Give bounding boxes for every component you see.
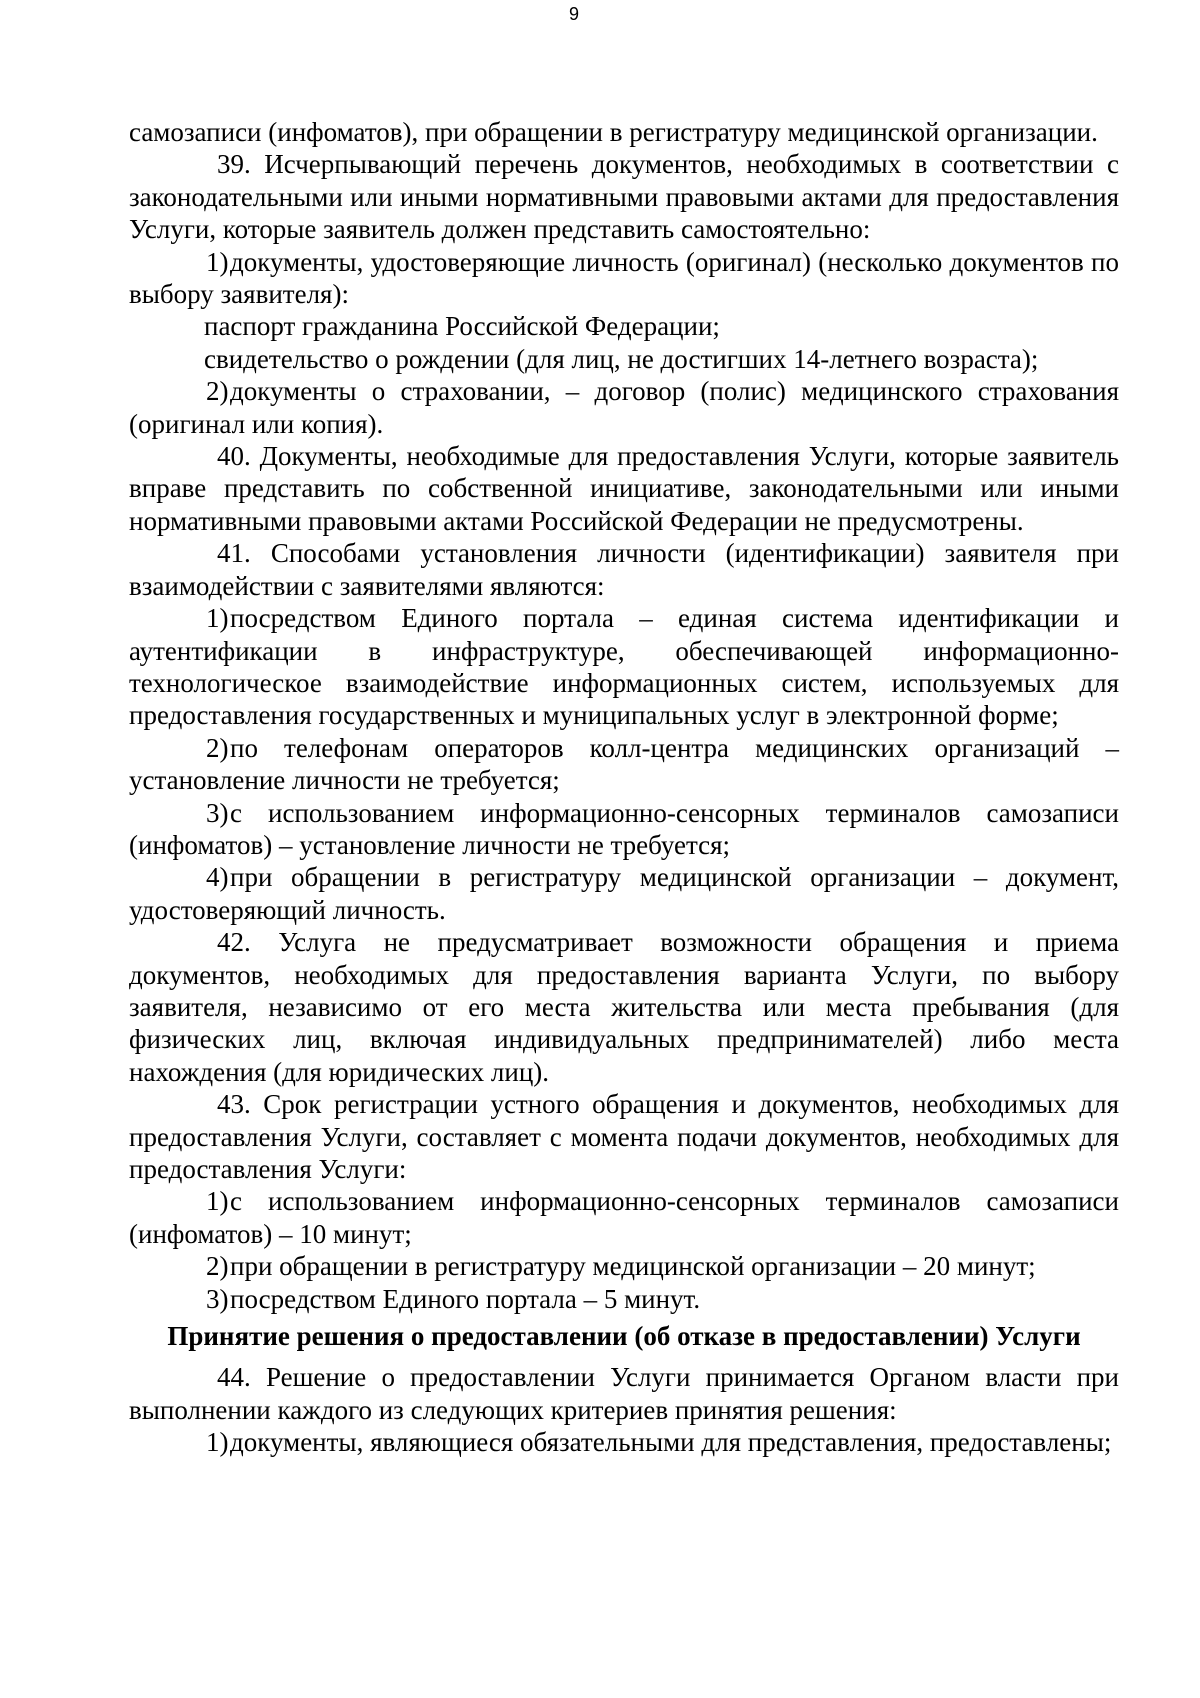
item-number: 3) (206, 797, 229, 828)
clause-39-item-1 (129, 246, 1119, 311)
item-number: 2) (206, 732, 229, 763)
clause-41-item-3 (129, 797, 1119, 862)
item-text: при обращении в регистратуру медицинской организации – 20 минут; (230, 1251, 1036, 1282)
item-text: документы, удостоверяющие личность (оригинал) (несколько документов по выбору заявителя): (129, 246, 1119, 310)
clause-44: 44. Решение о предоставлении Услуги принимается Органом власти при выполнении каждого из следующих критериев принятия решения: (129, 1362, 1119, 1425)
clause-43-item-1 (129, 1185, 1119, 1250)
item-number: 1) (206, 246, 229, 277)
item-number: 3) (206, 1283, 229, 1314)
paragraph-continuation: самозаписи (инфоматов), при обращении в регистратуру медицинской организации. (129, 117, 1098, 147)
item-text: с использованием информационно-сенсорных терминалов самозаписи (инфоматов) – установление личности не требуется; (129, 797, 1119, 860)
item-text: посредством Единого портала – единая система идентификации и аутентификации в инфраструктуре, обеспечивающей информационно-технологическое взаимодействие информационных систем, используемых для предоставления государственных и муниципальных услуг в электронной форме; (129, 603, 1119, 731)
page-number: 9 (568, 4, 579, 24)
clause-41: 41. Способами установления личности (идентификации) заявителя при взаимодействии с заявителями являются: (129, 538, 1119, 601)
item-text: документы о страховании, – договор (полис) медицинского страхования (оригинал или копия). (129, 376, 1119, 439)
item-text: документы, являющиеся обязательными для представления, предоставлены; (230, 1427, 1112, 1458)
clause-40: 40. Документы, необходимые для предоставления Услуги, которые заявитель вправе представить по собственной инициативе, законодательными или иными нормативными правовыми актами Российской Федерации не предусмотрены. (129, 441, 1119, 536)
document-body (129, 116, 1119, 1459)
item-number: 4) (206, 862, 229, 893)
clause-41-item-1 (129, 602, 1119, 732)
clause-41-item-2 (129, 732, 1119, 797)
clause-43-item-3 (129, 1283, 1119, 1315)
clause-39: 39. Исчерпывающий перечень документов, необходимых в соответствии с законодательными или иными нормативными правовыми актами для предоставления Услуги, которые заявитель должен представить самостоятельно: (129, 149, 1119, 245)
clause-39-subitem-birth-certificate: свидетельство о рождении (для лиц, не достигших 14-летнего возраста); (204, 343, 1039, 374)
item-number: 2) (206, 1251, 229, 1282)
clause-43: 43. Срок регистрации устного обращения и документов, необходимых для предоставления Услуги, составляет с момента подачи документов, необходимых для предоставления Услуги: (129, 1089, 1119, 1184)
item-text: по телефонам операторов колл-центра медицинских организаций – установление личности не требуется; (129, 732, 1119, 796)
item-text: посредством Единого портала – 5 минут. (230, 1283, 701, 1314)
clause-41-item-4 (129, 861, 1119, 926)
section-heading: Принятие решения о предоставлении (об отказе в предоставлении) Услуги (167, 1321, 1081, 1352)
clause-44-item-1 (129, 1426, 1119, 1458)
clause-39-subitem-passport: паспорт гражданина Российской Федерации; (204, 311, 720, 342)
item-text: при обращении в регистратуру медицинской организации – документ, удостоверяющий личность. (129, 862, 1119, 925)
item-text: с использованием информационно-сенсорных терминалов самозаписи (инфоматов) – 10 минут; (129, 1186, 1119, 1249)
clause-42: 42. Услуга не предусматривает возможности обращения и приема документов, необходимых для предоставления варианта Услуги, по выбору заявителя, независимо от его места жительства или места пребывания (для физических лиц, включая индивидуальных предпринимателей) либо места нахождения (для юридических лиц). (129, 927, 1119, 1087)
item-number: 2) (206, 376, 229, 407)
item-number: 1) (206, 603, 229, 634)
item-number: 1) (206, 1427, 229, 1458)
item-number: 1) (206, 1186, 229, 1217)
clause-43-item-2 (129, 1250, 1119, 1282)
clause-39-item-2 (129, 375, 1119, 440)
